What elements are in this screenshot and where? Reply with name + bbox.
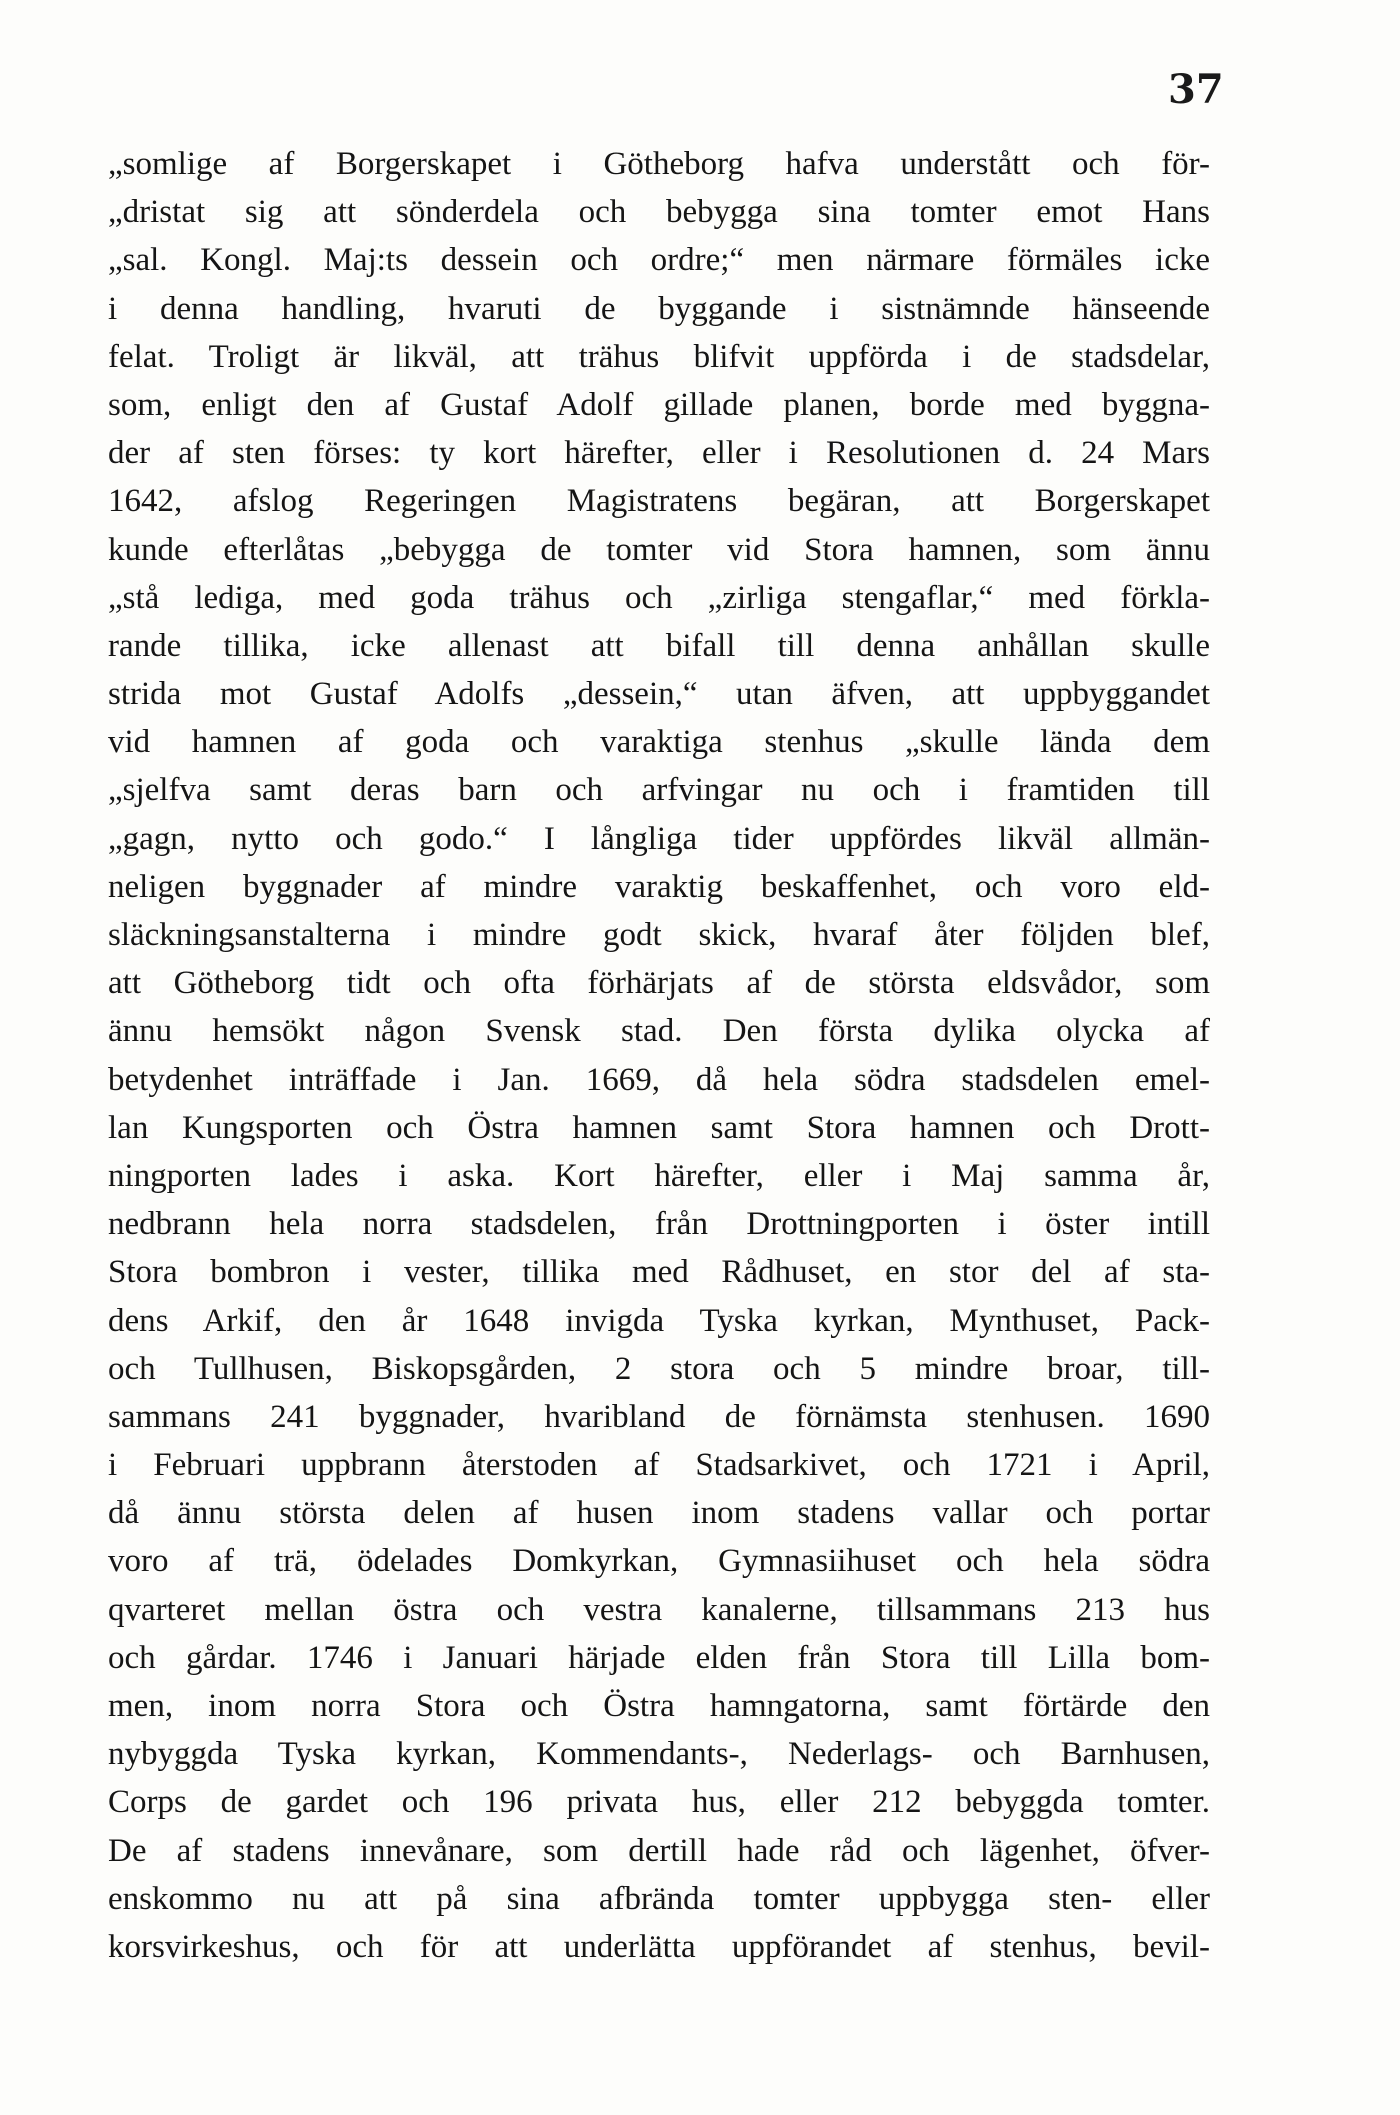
text-line: De af stadens innevånare, som dertill hade råd och lägenhet, öfver-	[108, 1832, 1210, 1869]
text-line: nybyggda Tyska kyrkan, Kommendants-, Nederlags- och Barnhusen,	[108, 1736, 1210, 1773]
text-line: nedbrann hela norra stadsdelen, från Drottningporten i öster intill	[108, 1206, 1210, 1243]
text-line: strida mot Gustaf Adolfs „dessein,“ utan äfven, att uppbyggandet	[108, 676, 1210, 713]
text-line: enskommo nu att på sina afbrända tomter uppbygga sten- eller	[108, 1880, 1210, 1917]
text-line: „sal. Kongl. Maj:ts dessein och ordre;“ men närmare förmäles icke	[108, 242, 1210, 279]
text-line: neligen byggnader af mindre varaktig beskaffenhet, och voro eld-	[108, 868, 1210, 905]
text-line: kunde efterlåtas „bebygga de tomter vid Stora hamnen, som ännu	[108, 531, 1210, 568]
text-line: Corps de gardet och 196 privata hus, eller 212 bebyggda tomter.	[108, 1784, 1210, 1821]
text-line: „gagn, nytto och godo.“ I långliga tider uppfördes likväl allmän-	[108, 820, 1210, 857]
text-line: voro af trä, ödelades Domkyrkan, Gymnasiihuset och hela södra	[108, 1543, 1210, 1580]
text-line: i denna handling, hvaruti de byggande i sistnämnde hänseende	[108, 290, 1210, 327]
text-line: „sjelfva samt deras barn och arfvingar nu och i framtiden till	[108, 772, 1210, 809]
text-line: „dristat sig att sönderdela och bebygga sina tomter emot Hans	[108, 194, 1210, 231]
text-line: då ännu största delen af husen inom stadens vallar och portar	[108, 1495, 1210, 1532]
text-line: Stora bombron i vester, tillika med Rådhuset, en stor del af sta-	[108, 1254, 1210, 1291]
text-line: sammans 241 byggnader, hvaribland de förnämsta stenhusen. 1690	[108, 1398, 1210, 1435]
body-text	[108, 140, 1210, 1971]
text-line: släckningsanstalterna i mindre godt skick, hvaraf åter följden blef,	[108, 917, 1210, 953]
page-number: 37	[1168, 66, 1224, 113]
text-line: 1642, afslog Regeringen Magistratens begäran, att Borgerskapet	[108, 483, 1210, 520]
text-line: men, inom norra Stora och Östra hamngatorna, samt förtärde den	[108, 1688, 1210, 1724]
text-line: dens Arkif, den år 1648 invigda Tyska kyrkan, Mynthuset, Pack-	[108, 1302, 1210, 1339]
text-line: och Tullhusen, Biskopsgården, 2 stora och 5 mindre broar, till-	[108, 1350, 1210, 1387]
text-line: i Februari uppbrann återstoden af Stadsarkivet, och 1721 i April,	[108, 1447, 1210, 1484]
text-line: betydenhet inträffade i Jan. 1669, då hela södra stadsdelen emel-	[108, 1061, 1210, 1098]
text-line: „somlige af Borgerskapet i Götheborg hafva understått och för-	[108, 146, 1210, 182]
text-line: att Götheborg tidt och ofta förhärjats af de största eldsvådor, som	[108, 965, 1210, 1002]
text-line: lan Kungsporten och Östra hamnen samt Stora hamnen och Drott-	[108, 1109, 1210, 1146]
text-line: och gårdar. 1746 i Januari härjade elden från Stora till Lilla bom-	[108, 1639, 1210, 1676]
text-line: der af sten förses: ty kort härefter, eller i Resolutionen d. 24 Mars	[108, 435, 1210, 472]
text-line: ningporten lades i aska. Kort härefter, eller i Maj samma år,	[108, 1157, 1210, 1194]
text-line: korsvirkeshus, och för att underlätta uppförandet af stenhus, bevil-	[108, 1928, 1210, 1965]
text-line: ännu hemsökt någon Svensk stad. Den första dylika olycka af	[108, 1013, 1210, 1050]
text-line: felat. Troligt är likväl, att trähus blifvit uppförda i de stadsdelar,	[108, 338, 1210, 375]
text-line: „stå lediga, med goda trähus och „zirliga stengaflar,“ med förkla-	[108, 579, 1210, 616]
text-line: som, enligt den af Gustaf Adolf gillade planen, borde med byggna-	[108, 386, 1210, 423]
text-line: vid hamnen af goda och varaktiga stenhus „skulle lända dem	[108, 724, 1210, 761]
text-line: rande tillika, icke allenast att bifall till denna anhållan skulle	[108, 627, 1210, 664]
text-line: qvarteret mellan östra och vestra kanalerne, tillsammans 213 hus	[108, 1591, 1210, 1628]
